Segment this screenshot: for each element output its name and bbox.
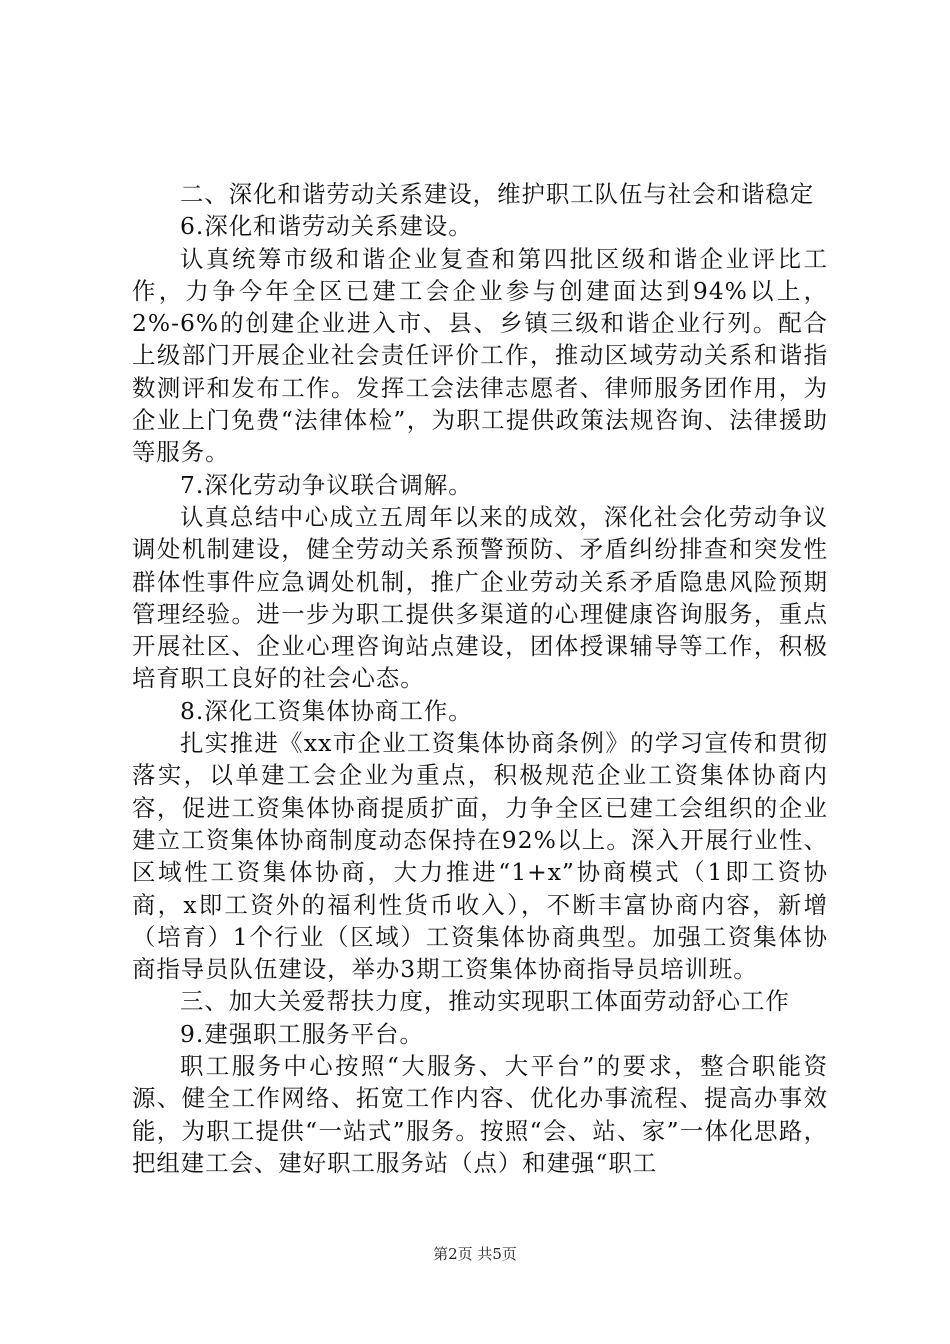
- item-heading-9: 9.建强职工服务平台。: [180, 1019, 424, 1048]
- page-number: 第2页 共5页: [433, 1245, 517, 1263]
- paragraph-item-7: 认真总结中心成立五周年以来的成效，深化社会化劳动争议调处机制建设，健全劳动关系预警预防、矛盾纠纷排查和突发性群体性事件应急调处机制，推广企业劳动关系矛盾隐患风险预期管理经验。进一步为职工提供多渠道的心理健康咨询服务，重点开展社区、企业心理咨询站点建设，团体授课辅导等工作，积极培育职工良好的社会心态。: [132, 502, 828, 693]
- paragraph-item-9: 职工服务中心按照“大服务、大平台”的要求，整合职能资源、健全工作网络、拓宽工作内容、优化办事流程、提高办事效能，为职工提供“一站式”服务。按照“会、站、家”一体化思路，把组建工会、建好职工服务站（点）和建强“职工: [132, 1052, 828, 1177]
- paragraph-item-8: 扎实推进《xx市企业工资集体协商条例》的学习宣传和贯彻落实，以单建工会企业为重点，积极规范企业工资集体协商内容，促进工资集体协商提质扩面，力争全区已建工会组织的企业建立工资集体协商制度动态保持在92%以上。深入开展行业性、区域性工资集体协商，大力推进“1+x”协商模式（1即工资协商，x即工资外的福利性货币收入），不断丰富协商内容，新增（培育）1个行业（区域）工资集体协商典型。加强工资集体协商指导员队伍建设，举办3期工资集体协商指导员培训班。: [132, 729, 828, 984]
- item-heading-7: 7.深化劳动争议联合调解。: [180, 470, 473, 499]
- item-heading-8: 8.深化工资集体协商工作。: [180, 696, 473, 725]
- paragraph-item-6: 认真统筹市级和谐企业复查和第四批区级和谐企业评比工作，力争今年全区已建工会企业参与创建面达到94%以上，2%-6%的创建企业进入市、县、乡镇三级和谐企业行列。配合上级部门开展企业社会责任评价工作，推动区域劳动关系和谐指数测评和发布工作。发挥工会法律志愿者、律师服务团作用，为企业上门免费“法律体检”，为职工提供政策法规咨询、法律援助等服务。: [132, 244, 828, 467]
- section-heading-3: 三、加大关爱帮扶力度，推动实现职工体面劳动舒心工作: [180, 987, 790, 1016]
- section-heading-2: 二、深化和谐劳动关系建设，维护职工队伍与社会和谐稳定: [180, 180, 815, 208]
- item-heading-6: 6.深化和谐劳动关系建设。: [180, 212, 473, 241]
- document-body: [132, 178, 828, 1179]
